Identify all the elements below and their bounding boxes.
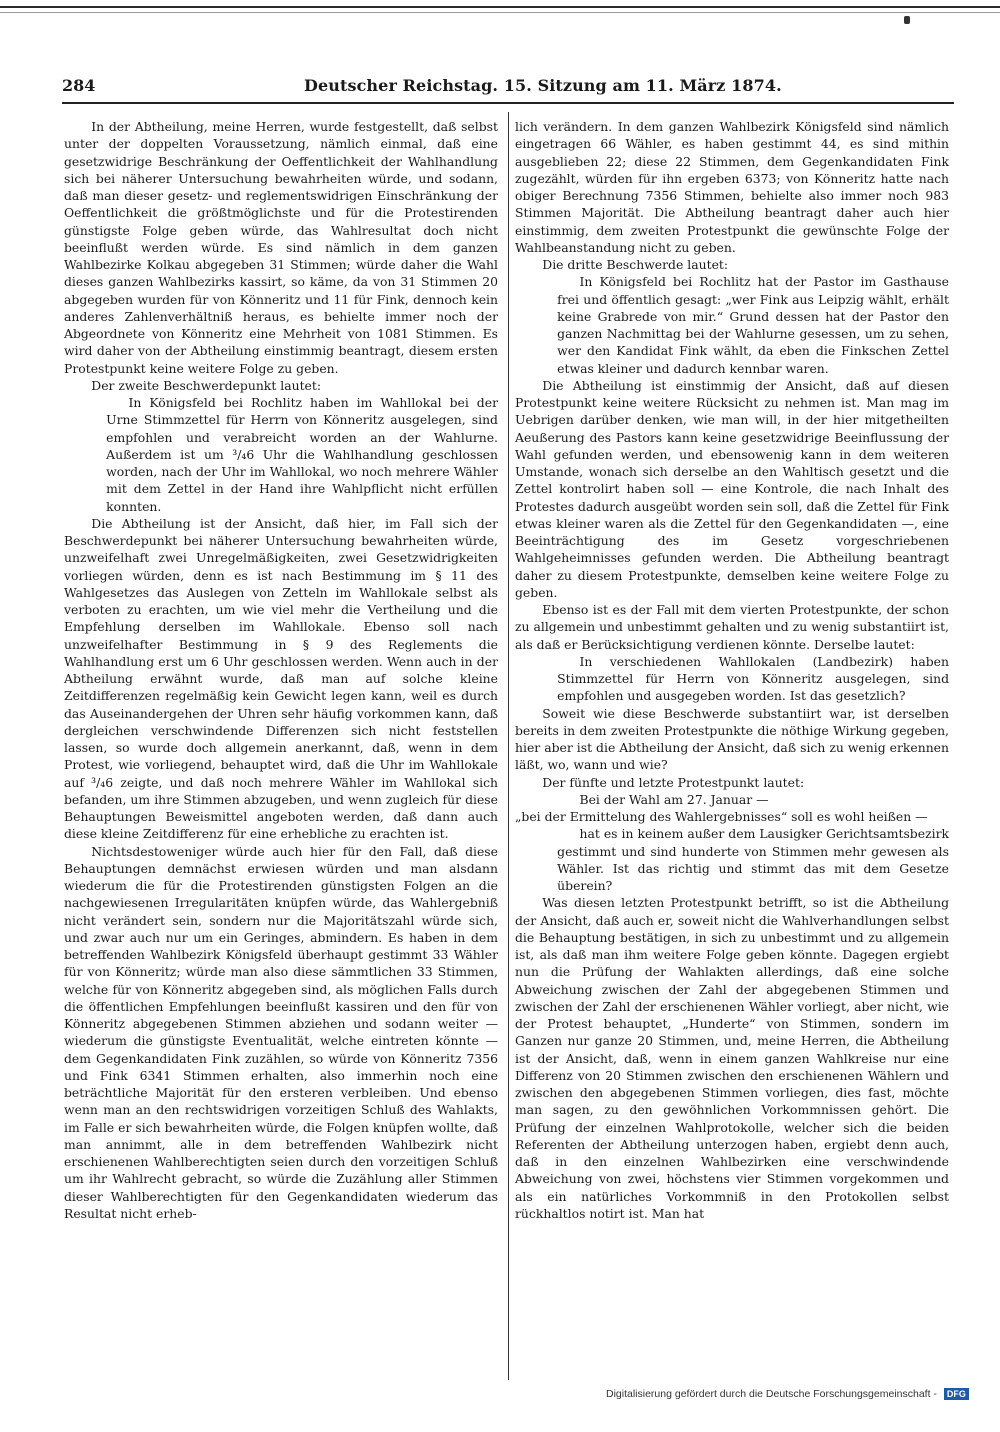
- top-border-line-thin: [0, 12, 1000, 13]
- paragraph: Die Abtheilung ist der Ansicht, daß hier, im Fall sich der Beschwerdepunkt bei näherer Untersuchung bewahrheiten würde, unzweifelhaft zwei Unregelmäßigkeiten, zwei Gesetzwidrigkeiten vorliegen würden, denn es ist nach Bestimmung im § 11 des Wahlgesetzes das Auslegen von Zetteln im Wahllokale selbst als verboten zu erachten, um wie viel mehr die Vertheilung und die Empfehlung derselben im Wahllokale. Ebenso soll nach unzweifelhafter Bestimmung in § 9 des Reglements die Wahlhandlung erst um 6 Uhr geschlossen werden. Wenn auch in der Abtheilung erwähnt wurde, daß man auf solche kleine Zeitdifferenzen regelmäßig kein Gewicht legen kann, weil es durch das Auseinandergehen der Uhren sehr häufig vorkommen kann, daß dergleichen verschwindende Differenzen sich nicht feststellen lassen, so wurde doch allgemein anerkannt, daß, wenn in dem Protest, wie vorliegend, behauptet wird, daß die Uhr im Wahllokale auf ³/₄6 zeigte, und daß noch mehrere Wähler im Wahllokal sich befanden, um ihre Stimmen abzugeben, und wenn zugleich für diese Behauptungen Beweismittel angeboten werden, daß dann auch diese kleine Zeitdifferenz für eine erhebliche zu erachten ist.: [64, 515, 498, 842]
- paragraph: Nichtsdestoweniger würde auch hier für den Fall, daß diese Behauptungen demnächst erwiesen würden und man alsdann wiederum die für die Protestirenden günstigsten Folgen an die nachgewiesenen Irregularitäten knüpfen würde, das Wahlergebniß nicht verändert sein, sondern nur die Majoritätszahl würde sich, und zwar auch nur um ein Geringes, abmindern. Es haben in dem betreffenden Wahlbezirk Königsfeld überhaupt gestimmt 33 Wähler für von Könneritz; würde man also diese sämmtlichen 33 Stimmen, welche für von Könneritz abgegeben sind, als möglichen Falls durch die öffentlichen Empfehlungen beeinflußt kassiren und den für von Könneritz abgegebenen Stimmen abziehen und sodann weiter — wiederum die günstigste Eventualität, welche eintreten könnte — dem Gegenkandidaten Fink zuzählen, so würde von Könneritz 7356 und Fink 6341 Stimmen erhalten, also immerhin noch eine beträchtliche Majorität für den ersteren verbleiben. Und ebenso wenn man an den rechtswidrigen vorzeitigen Schluß des Wahlakts, im Falle er sich bewahrheiten würde, die Folgen knüpfen wollte, daß man annimmt, alle in dem betreffenden Wahlbezirk nicht erschienenen Wahlberechtigten seien durch den vorzeitigen Schluß um ihr Wahlrecht gebracht, so würde die Zuzählung aller Stimmen dieser Wahlberechtigten für den Gegenkandidaten wiederum das Resultat nicht erheb-: [64, 843, 498, 1221]
- footer-text: Digitalisierung gefördert durch die Deutsche Forschungsgemeinschaft -: [606, 1388, 937, 1400]
- paragraph: In der Abtheilung, meine Herren, wurde festgestellt, daß selbst unter der doppelten Voraussetzung, nämlich einmal, daß eine gesetzwidrige Beschränkung der Oeffentlichkeit der Wahlhandlung sich bei näherer Untersuchung bewahrheiten würde, und sodann, daß man dieser gesetz- und reglementswidrigen Einschränkung der Oeffentlichkeit die größtmöglichste und für die Protestirenden günstigste Folge geben würde, das Wahlresultat doch nicht beeinflußt werden würde. Es sind nämlich in dem ganzen Wahlbezirke Kolkau abgegeben 31 Stimmen; würde daher die Wahl dieses ganzen Wahlbezirks kassirt, so käme, da von 31 Stimmen 20 abgegeben wurden für von Könneritz und 11 für Fink, dennoch kein anderes Zahlenverhältniß heraus, es behielte immer noch der Abgeordnete von Könneritz eine Mehrheit von 1081 Stimmen. Es wird daher von der Abtheilung einstimmig beantragt, diesem ersten Protestpunkt keine weitere Folge zu geben.: [64, 119, 498, 376]
- paragraph: Ebenso ist es der Fall mit dem vierten Protestpunkte, der schon zu allgemein und unbestimmt gehalten und zu wenig substantiirt ist, als daß er Berücksichtigung verdienen könnte. Derselbe lautet:: [515, 602, 949, 652]
- header-rule: [62, 102, 954, 104]
- quoted-complaint: hat es in keinem außer dem Lausigker Gerichtsamtsbezirk gestimmt und sind hunderte von Stimmen mehr gewesen als Wähler. Ist das richtig und stimmt das mit dem Gesetze überein?: [557, 826, 949, 893]
- digitization-footer: [606, 1388, 966, 1400]
- paragraph: „bei der Ermittelung des Wahlergebnisses“ soll es wohl heißen —: [515, 809, 928, 824]
- left-column: [64, 118, 498, 1222]
- column-divider: [508, 112, 509, 1380]
- quoted-complaint: In Königsfeld bei Rochlitz hat der Pastor im Gasthause frei und öffentlich gesagt: „wer Fink aus Leipzig wählt, erhält keine Grabrede von mir.“ Grund dessen hat der Pastor den ganzen Nachmittag bei der Wahlurne gesessen, um zu sehen, wer den Kandidat Fink wählt, da eben die Finkschen Zettel etwas kleiner und dadurch kennbar waren.: [557, 274, 949, 376]
- paragraph: lich verändern. In dem ganzen Wahlbezirk Königsfeld sind nämlich eingetragen 66 Wähler, es haben gestimmt 44, es sind mithin ausgeblieben 22; diese 22 Stimmen, dem Gegenkandidaten Fink zugezählt, würden für ihn ergeben 6373; von Könneritz hatte nach obiger Berechnung 7356 Stimmen, behielte also immer noch 983 Stimmen Majorität. Die Abtheilung beantragt daher auch hier einstimmig, dem zweiten Protestpunkt die gewünschte Folge der Wahlbeanstandung nicht zu geben.: [515, 119, 949, 255]
- paragraph: Der zweite Beschwerdepunkt lautet:: [91, 377, 322, 393]
- paragraph: Was diesen letzten Protestpunkt betrifft, so ist die Abtheilung der Ansicht, daß auch er, soweit nicht die Wahlverhandlungen selbst die Behauptung bestätigen, in sich zu unbestimmt und zu allgemein ist, als daß man ihm weitere Folge geben könnte. Dagegen ergiebt nun die Prüfung der Wahlakten allerdings, daß eine solche Abweichung zwischen der Zahl der abgegebenen Stimmen und zwischen der Zahl der erschienenen Wähler vorliegt, aber nicht, wie der Protest behauptet, „Hunderte“ von Stimmen, sondern im Ganzen nur ganze 20 Stimmen, und, meine Herren, die Abtheilung ist der Ansicht, daß, wenn in einem ganzen Wahlkreise nur eine Differenz von 20 Stimmen zwischen den erschienenen Wählern und zwischen den abgegebenen Stimmen vorliegen, dies fast, möchte man sagen, zu den gewöhnlichen Vorkommnissen gehört. Die Prüfung der einzelnen Wahlprotokolle, welcher sich die beiden Referenten der Abtheilung unterzogen haben, ergiebt denn auch, daß in den einzelnen Wahlbezirken eine verschwindende Abweichung von zwei, höchstens vier Stimmen vorgekommen und als ein natürliches Vorkommniß in den Protokollen selbst rückhaltlos notirt ist. Man hat: [515, 895, 949, 1221]
- paragraph: Soweit wie diese Beschwerde substantiirt war, ist derselben bereits in dem zweiten Protestpunkte die nöthige Wirkung gegeben, hier aber ist die Abtheilung der Ansicht, daß sich zu wenig erkennen läßt, wo, wann und wie?: [515, 705, 949, 773]
- page-number: 284: [62, 76, 96, 95]
- top-border-line: [0, 6, 1000, 8]
- paragraph: Der fünfte und letzte Protestpunkt lautet:: [542, 774, 805, 790]
- right-column: [515, 118, 949, 1222]
- dfg-logo-icon: DFG: [944, 1388, 969, 1400]
- quoted-complaint: Bei der Wahl am 27. Januar —: [579, 791, 769, 807]
- quoted-complaint: In verschiedenen Wahllokalen (Landbezirk) haben Stimmzettel für Herrn von Könneritz ausgelegen, sind empfohlen und ausgegeben worden. Ist das gesetzlich?: [557, 653, 949, 704]
- paragraph: Die dritte Beschwerde lautet:: [542, 257, 729, 272]
- ink-mark: [904, 16, 910, 24]
- quoted-complaint: In Königsfeld bei Rochlitz haben im Wahllokal bei der Urne Stimmzettel für Herrn von Könneritz ausgelegen, sind empfohlen und verabreicht worden an der Wahlurne. Außerdem ist um ³/₄6 Uhr die Wahlhandlung geschlossen worden, nach der Uhr im Wahllokal, wo noch mehrere Wähler mit dem Zettel in der Hand ihre Wahlpflicht nicht erfüllen konnten.: [106, 395, 498, 514]
- paragraph: Die Abtheilung ist einstimmig der Ansicht, daß auf diesen Protestpunkt keine weitere Rücksicht zu nehmen ist. Man mag im Uebrigen darüber denken, wie man will, in der hier mitgetheilten Aeußerung des Pastors kann keine gesetzwidrige Beeinflussung der Wahl gefunden werden, und ebensowenig kann in dem weiteren Umstande, wonach sich derselbe an den Wahltisch gesetzt und die Zettel kontrolirt haben soll — eine Kontrole, die nach Inhalt des Protestes dadurch ausgeübt worden sein soll, daß die Zettel für Fink etwas kleiner waren als die Zettel für den Gegenkandidaten —, eine Beeinträchtigung des im Gesetz vorgeschriebenen Wahlgeheimnisses gefunden werden. Die Abtheilung beantragt daher zu diesem Protestpunkte, demselben keine weitere Folge zu geben.: [515, 377, 949, 600]
- running-title: Deutscher Reichstag. 15. Sitzung am 11. März 1874.: [304, 76, 782, 95]
